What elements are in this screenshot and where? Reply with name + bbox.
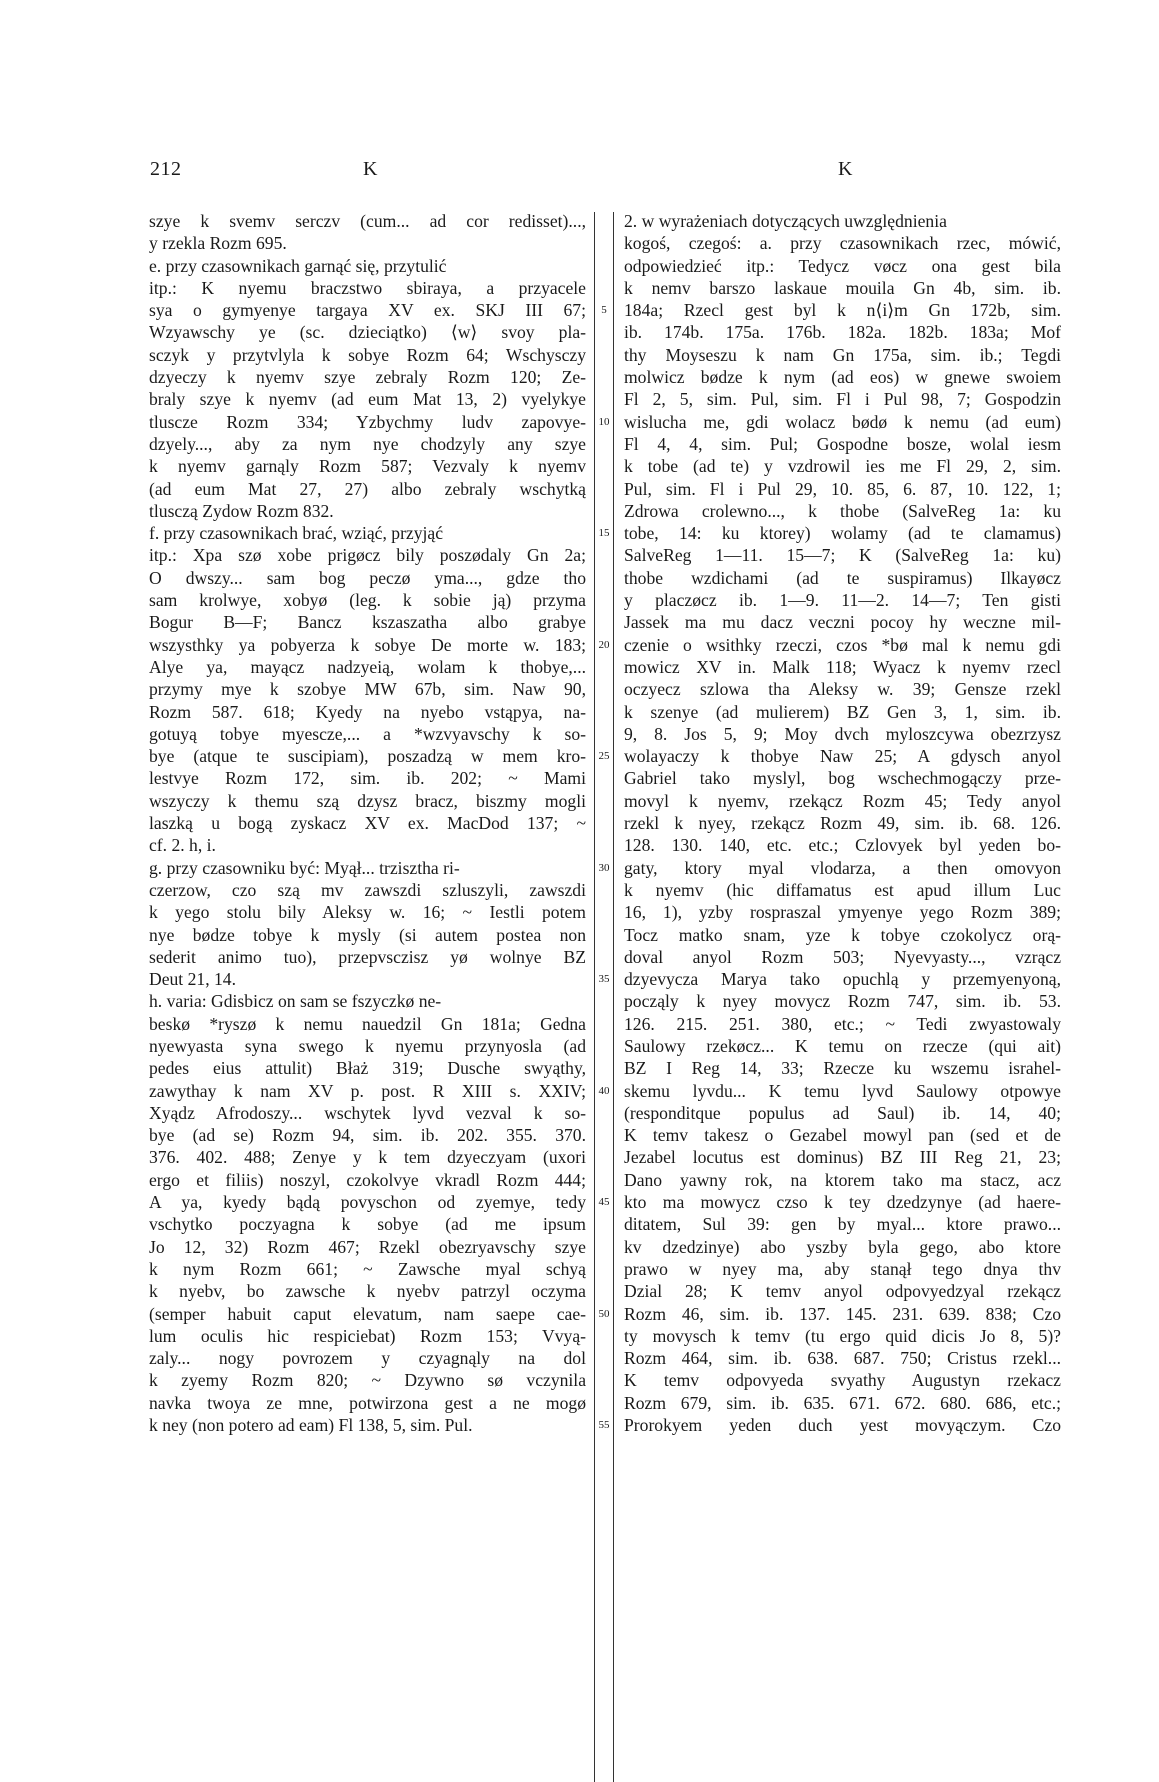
left-column-line: k nyemv garnąly Rozm 587; Vezvaly k nyemv (149, 456, 586, 477)
right-column-line: Pul, sim. Fl i Pul 29, 10. 85, 6. 87, 10. 122, 1; (624, 478, 1061, 499)
line-number: 40 (598, 1084, 610, 1097)
left-column-line: Alye ya, mayącz nadzyeią, wolam k thobye,... (149, 656, 586, 677)
right-column-line: czenie o wsithky rzeczi, czos *bø mal k nemu gdi (624, 634, 1061, 655)
right-column-line: wolayaczy k thobye Naw 25; A gdysch anyol (624, 746, 1061, 767)
left-column-line: lestvye Rozm 172, sim. ib. 202; ~ Mami (149, 768, 586, 789)
line-number: 55 (598, 1419, 610, 1432)
running-head-right: K (838, 158, 853, 180)
left-column-line: O dwszy... sam bog peczø yma..., gdze tho (149, 567, 586, 588)
right-column-line: Dano yawny rok, na ktorem tako ma stacz, acz (624, 1169, 1061, 1190)
right-column-line: Prorokyem yeden duch yest movyączym. Czo (624, 1415, 1061, 1436)
right-column-line: dzyevycza Marya tako opuchlą y przemyenyoną, (624, 969, 1061, 990)
right-column-line: k nemv barszo laskaue mouila Gn 4b, sim. ib. (624, 277, 1061, 298)
left-column-line: A ya, kyedy bądą povyschon od zyemye, tedy (149, 1192, 586, 1213)
right-column-line: Tocz matko snam, yze k tobye czokolycz orą- (624, 924, 1061, 945)
right-column-line: K temv odpovyeda svyathy Augustyn rzekacz (624, 1370, 1061, 1391)
left-column-line: navka twoya ze mne, potwirzona gest a ne mogø (149, 1392, 586, 1413)
left-column-line: sya o gymyenye targaya XV ex. SKJ III 67; (149, 300, 586, 321)
column-rule-left (594, 212, 595, 1782)
left-column-line: sederit animo tuo), przepvsczisz yø wolnye BZ (149, 946, 586, 967)
left-column-line: beskø *ryszø k nemu nauedzil Gn 181a; Gedna (149, 1013, 586, 1034)
right-column-line: thobe wzdichami (ad te suspiramus) Ilkayøcz (624, 567, 1061, 588)
right-column-line: odpowiedzieć itp.: Tedycz vøcz ona gest bila (624, 255, 1061, 276)
right-column-line: skemu lyvdu... K temu lyvd Saulowy otpowye (624, 1080, 1061, 1101)
left-column-line: y rzekla Rozm 695. (149, 233, 287, 254)
left-column-line: Jo 12, 32) Rozm 467; Rzekl obezryavschy szye (149, 1236, 586, 1257)
right-column-line: tobe, 14: ku ktorey) wolamy (ad te clamamus) (624, 523, 1061, 544)
left-column-line: braly szye k nyemv (ad eum Mat 13, 2) vyelykye (149, 389, 586, 410)
right-column-line: począly k nyey movycz Rozm 747, sim. ib. 53. (624, 991, 1061, 1012)
right-column (624, 210, 1061, 1436)
line-number: 30 (598, 861, 610, 874)
left-column-line: g. przy czasowniku być: Myął... trzisztha ri- (149, 857, 460, 878)
left-column-line: szye k svemv serczv (cum... ad cor redisset)..., (149, 211, 586, 231)
left-column-line: Bogur B—F; Bancz kszaszatha albo grabye (149, 612, 586, 633)
right-column-line: thy Moyseszu k nam Gn 175a, sim. ib.; Tegdi (624, 344, 1061, 365)
left-column-line: tlusczą Zydow Rozm 832. (149, 500, 334, 521)
right-column-line: Jassek ma mu dacz veczni pocoy hy weczne mil- (624, 612, 1061, 633)
right-column-line: Gabriel tako myslyl, bog wschechmogączy prze- (624, 768, 1061, 789)
left-column-line: itp.: Xpa szø xobe prigøcz bily poszødaly Gn 2a; (149, 545, 586, 566)
right-column-line: movyl k nyemv, rzekącz Rozm 45; Tedy anyol (624, 790, 1061, 811)
left-column-line: 376. 402. 488; Zenye y k tem dzyeczyam (uxori (149, 1147, 586, 1168)
right-column-line: prawo w nyey ma, aby stanął tego dnya thv (624, 1258, 1061, 1279)
left-column-line: przymy mye k szobye MW 67b, sim. Naw 90, (149, 679, 586, 700)
right-column-line: (responditque populus ad Saul) ib. 14, 40; (624, 1102, 1061, 1123)
right-column-line: oczyecz szlowa tha Aleksy w. 39; Gensze rzekl (624, 679, 1061, 700)
right-column-line: y placzøcz ib. 1—9. 11—2. 14—7; Ten gisti (624, 590, 1061, 611)
right-column-line: kogoś, czegoś: a. przy czasownikach rzec, mówić, (624, 233, 1061, 254)
right-column-line: 9, 8. Jos 5, 9; Moy dvch myloszcywa obezrzysz (624, 723, 1061, 744)
right-column-line: mowicz XV in. Malk 118; Wyacz k nyemv rzecl (624, 656, 1061, 677)
left-column-line: Rozm 587. 618; Kyedy na nyebo vstąpya, na- (149, 701, 586, 722)
right-column-line: k tobe (ad te) y vzdrowil ies me Fl 29, 2, sim. (624, 456, 1061, 477)
left-column-line: wszysthky ya pobyerza k sobye De morte w. 183; (149, 634, 586, 655)
left-column-line: (semper habuit caput elevatum, nam saepe cae- (149, 1303, 586, 1324)
right-column-line: ty movysch k temv (tu ergo quid dicis Jo 8, 5)? (624, 1325, 1061, 1346)
column-rule-right (613, 212, 614, 1782)
left-column-line: k zyemy Rozm 820; ~ Dzywno sø vczynila (149, 1370, 586, 1391)
right-column-line: Fl 2, 5, sim. Pul, sim. Fl i Pul 98, 7; Gospodzin (624, 389, 1061, 410)
right-column-line: ib. 174b. 175a. 176b. 182a. 182b. 183a; Mof (624, 322, 1061, 343)
line-number: 15 (598, 527, 610, 540)
left-column-line: lum oculis hic respiciebat) Rozm 153; Vvyą- (149, 1325, 586, 1346)
right-column-line: Dzial 28; K temv anyol odpovyedzyal rzekącz (624, 1281, 1061, 1302)
right-column-line: 2. w wyrażeniach dotyczących uwzględnienia (624, 211, 947, 231)
right-column-line: Rozm 464, sim. ib. 638. 687. 750; Cristus rzekl... (624, 1348, 1061, 1369)
line-number: 5 (601, 304, 607, 317)
right-column-line: ditatem, Sul 39: gen by myal... ktore prawo... (624, 1214, 1061, 1235)
left-column-line: wszyczy k themu szą dzysz bracz, biszmy mogli (149, 790, 586, 811)
left-column-line: f. przy czasownikach brać, wziąć, przyjąć (149, 523, 444, 544)
right-column-line: Rozm 46, sim. ib. 137. 145. 231. 639. 838; Czo (624, 1303, 1061, 1324)
left-column-line: zawythay k nam XV p. post. R XIII s. XXIV; (149, 1080, 586, 1101)
left-column-line: dzyeczy k nyemv szye zebraly Rozm 120; Ze- (149, 367, 586, 388)
left-column-line: cf. 2. h, i. (149, 835, 216, 856)
left-column-line: bye (atque te suscipiam), poszadzą w mem kro- (149, 746, 586, 767)
right-column-line: BZ I Reg 14, 33; Rzecze ku wszemu israhel- (624, 1058, 1061, 1079)
right-column-line: Saulowy rzekøcz... K temu on rzecze (qui ait) (624, 1035, 1061, 1056)
right-column-line: 16, 1), yzby rospraszal ymyenye yego Rozm 389; (624, 902, 1061, 923)
page-number: 212 (150, 158, 182, 180)
left-column-line: czerzow, czo szą mv zawszdi szluszyli, zawszdi (149, 879, 586, 900)
right-column-line: Jezabel locutus est dominus) BZ III Reg 21, 23; (624, 1147, 1061, 1168)
right-column-line: doval anyol Rozm 503; Nyevyasty..., vzrącz (624, 946, 1061, 967)
line-number: 20 (598, 638, 610, 651)
right-column-line: k nyemv (hic diffamatus est apud illum Luc (624, 879, 1061, 900)
left-column-line: vschytko poczyagna k sobye (ad me ipsum (149, 1214, 586, 1235)
right-column-line: Rozm 679, sim. ib. 635. 671. 672. 680. 686, etc.; (624, 1392, 1061, 1413)
left-column-line: Xyądz Afrodoszy... wschytek lyvd vezval k so- (149, 1102, 586, 1123)
right-column-line: 184a; Rzecl gest byl k n⟨i⟩m Gn 172b, sim. (624, 300, 1061, 321)
right-column-line: wislucha me, gdi wolacz bødø k nemu (ad eum) (624, 411, 1061, 432)
left-column-line: laszką u bogą zyskacz XV ex. MacDod 137; ~ (149, 813, 586, 834)
left-column-line: e. przy czasownikach garnąć się, przytulić (149, 255, 447, 276)
left-column-line: bye (ad se) Rozm 94, sim. ib. 202. 355. 370. (149, 1125, 586, 1146)
left-column-line: Wzyawschy ye (sc. dzieciątko) ⟨w⟩ svoy pla- (149, 322, 586, 343)
left-column-line: k ney (non potero ad eam) Fl 138, 5, sim. Pul. (149, 1415, 473, 1436)
line-number: 45 (598, 1196, 610, 1209)
right-column-line: rzekl k nyey, rzekącz Rozm 49, sim. ib. 68. 126. (624, 813, 1061, 834)
right-column-line: 128. 130. 140, etc. etc.; Czlovyek byl yeden bo- (624, 835, 1061, 856)
left-column-line: itp.: K nyemu braczstwo sbiraya, a przyacele (149, 277, 586, 298)
right-column-line: K temv takesz o Gezabel mowyl pan (sed et de (624, 1125, 1061, 1146)
left-column (149, 210, 586, 1436)
line-number: 35 (598, 973, 610, 986)
right-column-line: SalveReg 1—11. 15—7; K (SalveReg 1a: ku) (624, 545, 1061, 566)
left-column-line: zaly... nogy povrozem y czyagnąly na dol (149, 1348, 586, 1369)
left-column-line: dzyely..., aby za nym nye chodzyly any szye (149, 433, 586, 454)
left-column-line: nye bødze tobye k mysly (si autem postea non (149, 924, 586, 945)
left-column-line: k nym Rozm 661; ~ Zawsche myal schyą (149, 1258, 586, 1279)
left-column-line: k nyebv, bo zawsche k nyebv patrzyl oczyma (149, 1281, 586, 1302)
right-column-line: gaty, ktory myal vlodarza, a then omovyon (624, 857, 1061, 878)
left-column-line: sam krolwye, xobyø (leg. k sobie ją) przyma (149, 590, 586, 611)
left-column-line: h. varia: Gdisbicz on sam se fszyczkø ne- (149, 991, 442, 1012)
right-column-line: kto ma mowycz czso k tey dzedzynye (ad haere- (624, 1192, 1061, 1213)
left-column-line: ergo et filiis) noszyl, czokolvye vkradl Rozm 444; (149, 1169, 586, 1190)
right-column-line: Zdrowa crolewno..., k thobe (SalveReg 1a: ku (624, 500, 1061, 521)
right-column-line: k szenye (ad mulierem) BZ Gen 3, 1, sim. ib. (624, 701, 1061, 722)
right-column-line: Fl 4, 4, sim. Pul; Gospodne bosze, wolal iesm (624, 433, 1061, 454)
left-column-line: pedes eius attulit) Błaż 319; Dusche swyąthy, (149, 1058, 586, 1079)
left-column-line: k yego stolu bily Aleksy w. 16; ~ Iestli potem (149, 902, 586, 923)
line-number: 50 (598, 1307, 610, 1320)
left-column-line: sczyk y przytvlyla k sobye Rozm 64; Wschysczy (149, 344, 586, 365)
right-column-line: 126. 215. 251. 380, etc.; ~ Tedi zwyastowaly (624, 1013, 1061, 1034)
right-column-line: molwicz bødze k nym (ad eos) w gnewe swoiem (624, 367, 1061, 388)
left-column-line: tlusczе Rozm 334; Yzbychmy ludv zapovye- (149, 411, 586, 432)
line-number: 25 (598, 750, 610, 763)
left-column-line: gotuyą tobye myescze,... a *wzvyavschy k so- (149, 723, 586, 744)
running-head-left: K (363, 158, 378, 180)
left-column-line: nyewyasta syna swego k nyemu przynyosla (ad (149, 1035, 586, 1056)
left-column-line: Deut 21, 14. (149, 969, 236, 990)
left-column-line: (ad eum Mat 27, 27) albo zebraly wschytką (149, 478, 586, 499)
line-number: 10 (598, 415, 610, 428)
right-column-line: kv dzedzinye) abo yszby byla gego, abo ktore (624, 1236, 1061, 1257)
